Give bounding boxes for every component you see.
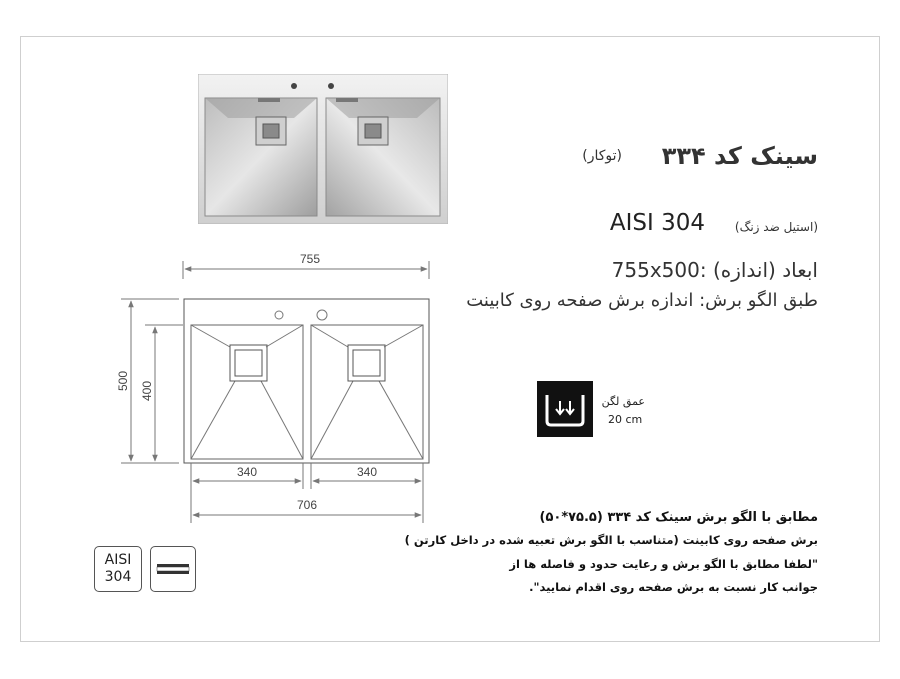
dim-overall-height: 500 [116,370,130,392]
material-badge-line1: AISI [104,552,132,568]
material-badge [94,546,142,592]
notes-title: مطابق با الگو برش سینک کد ۳۳۴ (۷۵.۵*۵۰) [539,510,818,525]
material-code: AISI 304 [609,210,705,236]
note-line-1: برش صفحه روی کابینت (متناسب با الگو برش تعبیه شده در داخل کارتن ) [404,533,818,547]
sheet-thickness-icon [150,546,196,592]
basin-depth-icon [537,381,593,437]
product-title: سینک کد ۳۳۴ [661,142,818,170]
note-line-3: جوانب کار نسبت به برش صفحه روی اقدام نمایید". [529,580,818,594]
depth-value: 20 cm [608,413,643,426]
dim-bowl-right: 340 [356,465,378,479]
dim-inner-width: 706 [296,498,318,512]
material-badge-line2: 304 [104,569,132,585]
dimensions-text: 755x500: ابعاد (اندازه) [611,258,818,282]
note-line-2: "لطفا مطابق با الگو برش و رعایت حدود و فاصله ها از [509,557,818,571]
dimension-drawing [105,245,445,525]
dim-bowl-left: 340 [236,465,258,479]
dim-overall-width: 755 [299,252,321,266]
sink-photo [198,74,448,224]
material-label: (استیل ضد زنگ) [734,220,818,234]
dim-bowl-height: 400 [140,380,154,402]
cutout-text: طبق الگو برش: اندازه برش صفحه روی کابینت [466,290,818,311]
depth-label: عمق لگن [601,395,645,408]
mount-type: (توکار) [582,148,622,164]
